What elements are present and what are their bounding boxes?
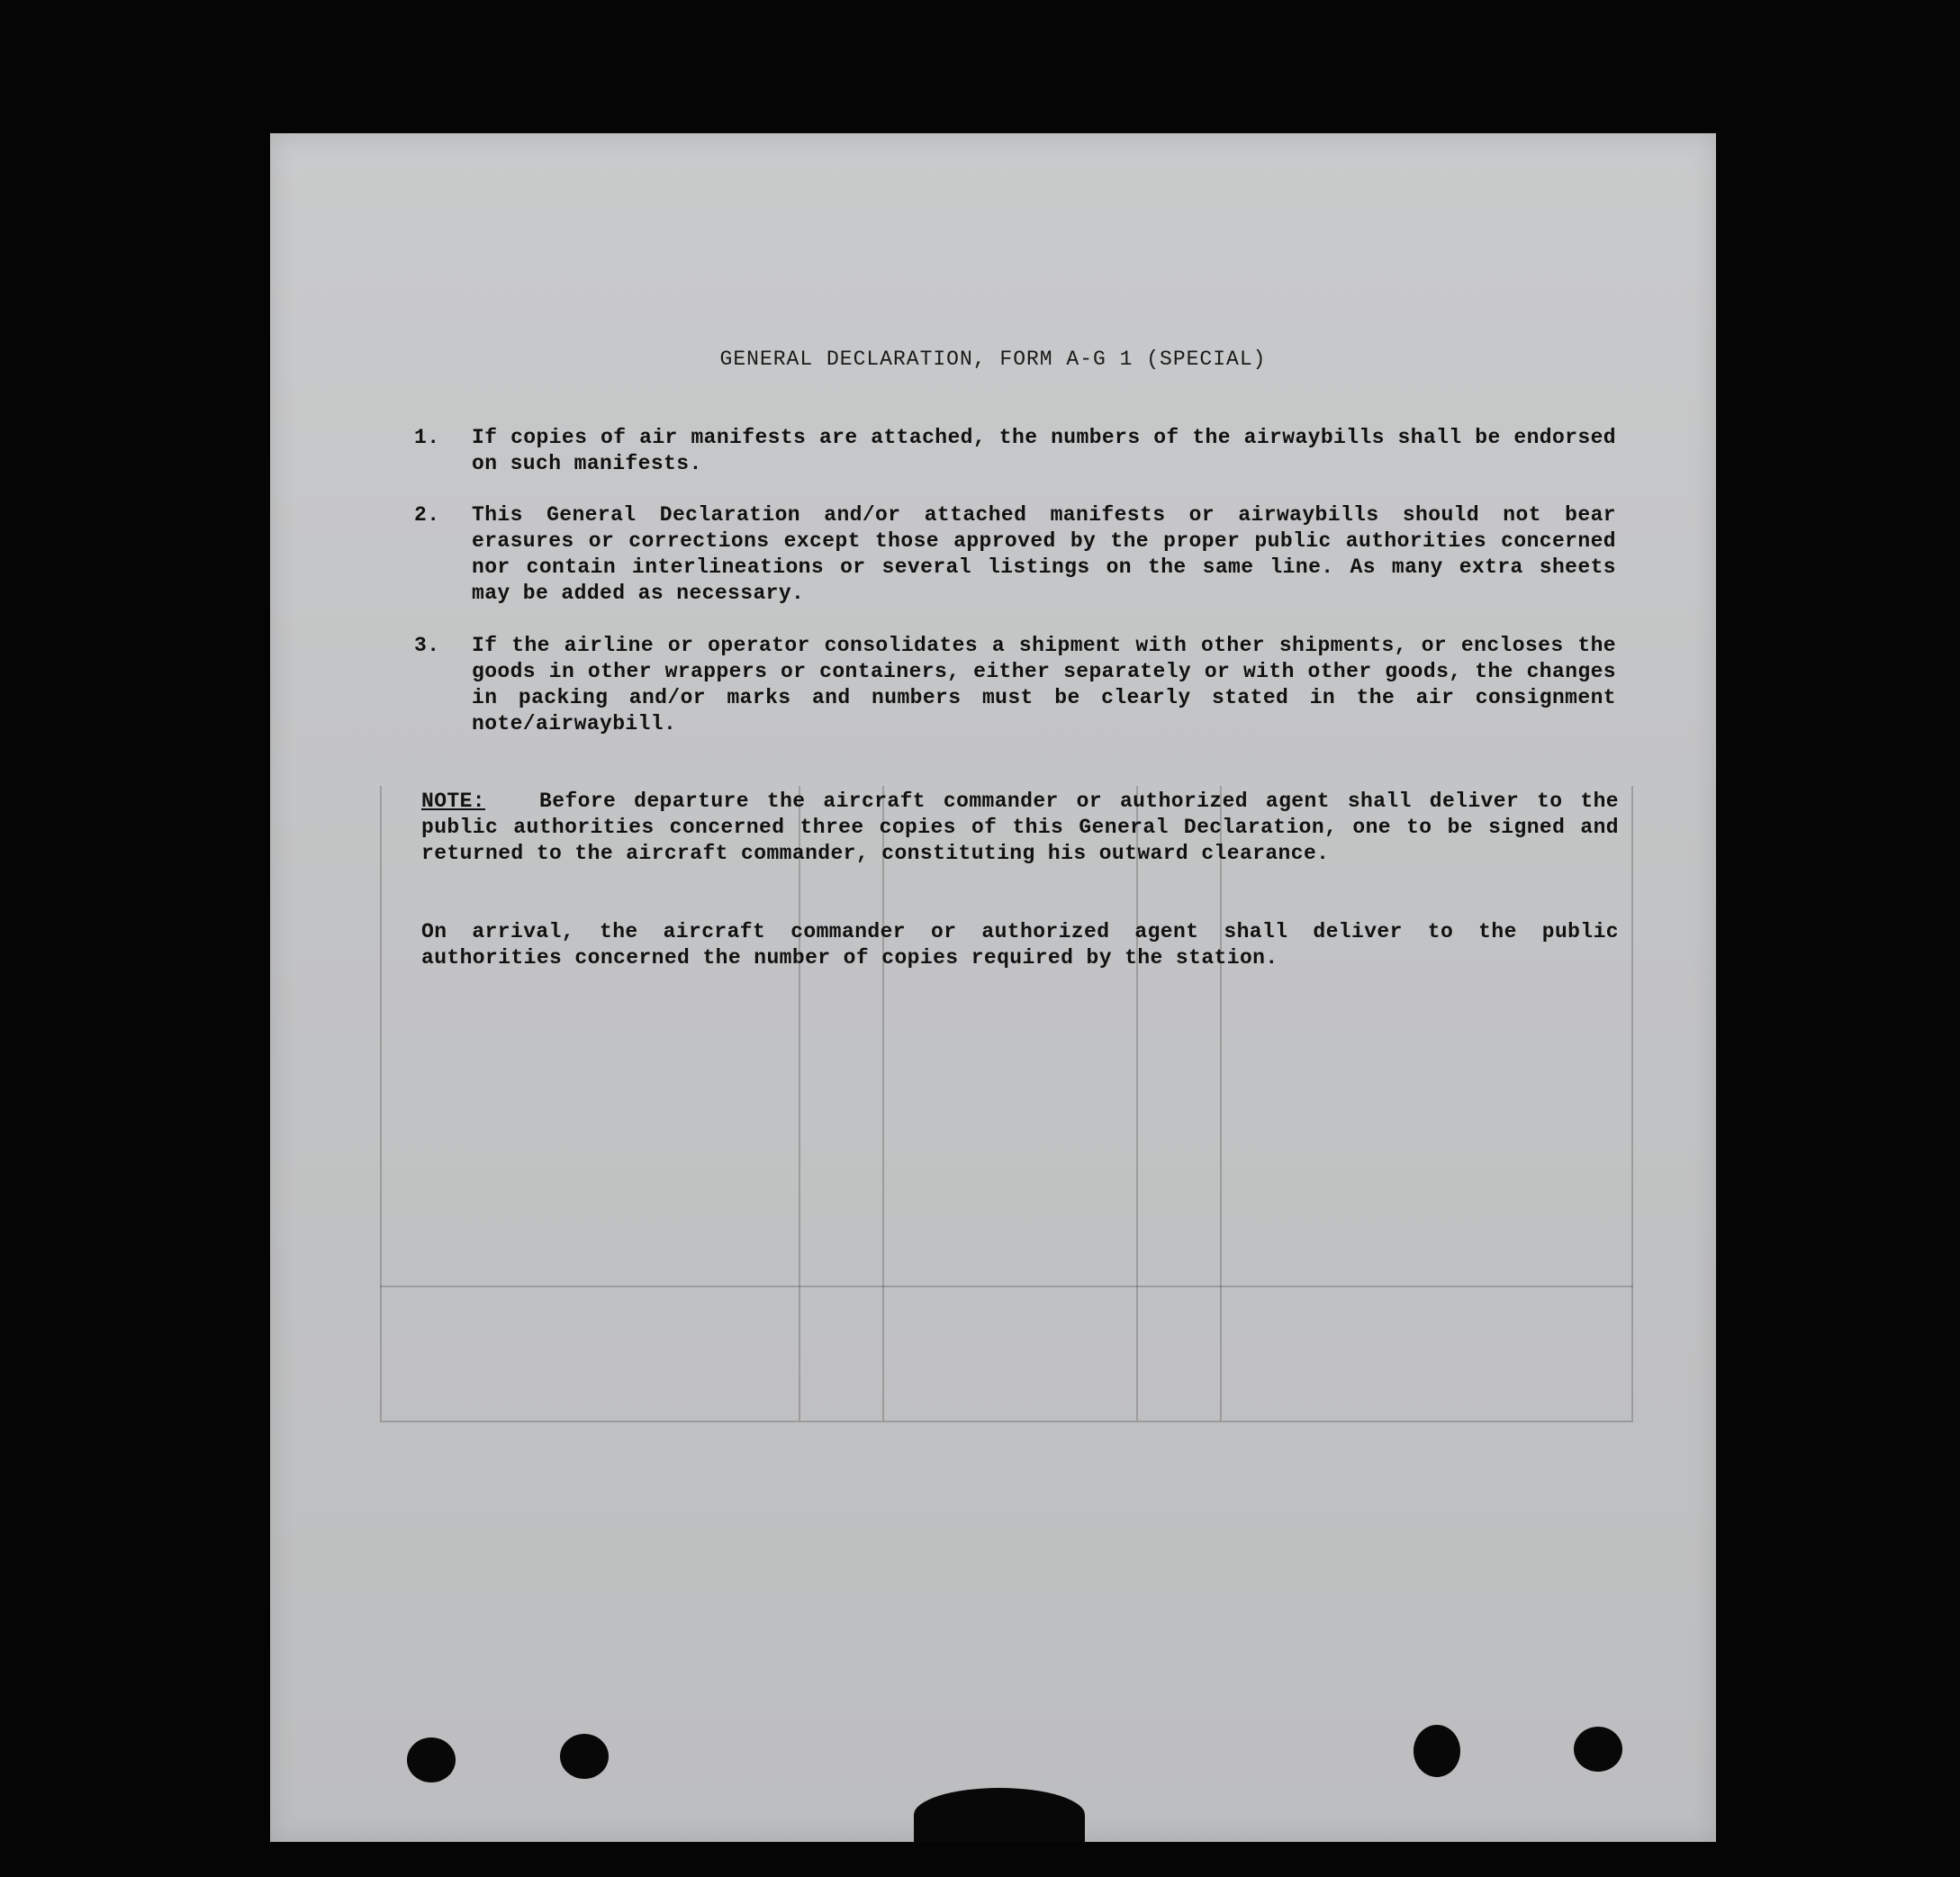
- list-item: [414, 425, 1616, 477]
- list-item: [414, 633, 1616, 737]
- punch-hole: [1414, 1725, 1460, 1777]
- punch-hole: [1574, 1727, 1622, 1772]
- note-paragraph: [421, 789, 1619, 867]
- item-number: 3.: [414, 634, 440, 657]
- item-number: 1.: [414, 426, 440, 449]
- arrival-paragraph: On arrival, the aircraft commander or authorized agent shall deliver to the public authorities concerned the number of copies required by the station.: [421, 920, 1619, 970]
- item-text: If copies of air manifests are attached, the numbers of the airwaybills shall be endorsed on such manifests.: [472, 426, 1616, 475]
- item-text: If the airline or operator consolidates a shipment with other shipments, or encloses the goods in other wrappers or containers, either separately or with other goods, the changes in packing and/or marks and numbers must be clearly stated in the air consignment note/airwaybill.: [472, 634, 1616, 735]
- punch-hole: [560, 1734, 609, 1779]
- torn-edge: [914, 1788, 1085, 1842]
- paper-sheet: [270, 133, 1716, 1842]
- item-text: This General Declaration and/or attached manifests or airwaybills should not bear erasures or corrections except those approved by the proper public authorities concerned nor contain interlineations or several listings on the same line. As many extra sheets may be added as necessary.: [472, 503, 1616, 605]
- item-number: 2.: [414, 503, 440, 527]
- punch-hole: [407, 1737, 456, 1782]
- page-title: GENERAL DECLARATION, FORM A-G 1 (SPECIAL): [719, 347, 1267, 371]
- note-text: Before departure the aircraft commander or authorized agent shall deliver to the public authorities concerned three copies of this General Declaration, one to be signed and returned to the aircraft commander, constituting his outward clearance.: [421, 790, 1619, 865]
- note-label: NOTE:: [421, 790, 486, 813]
- list-item: [414, 502, 1616, 607]
